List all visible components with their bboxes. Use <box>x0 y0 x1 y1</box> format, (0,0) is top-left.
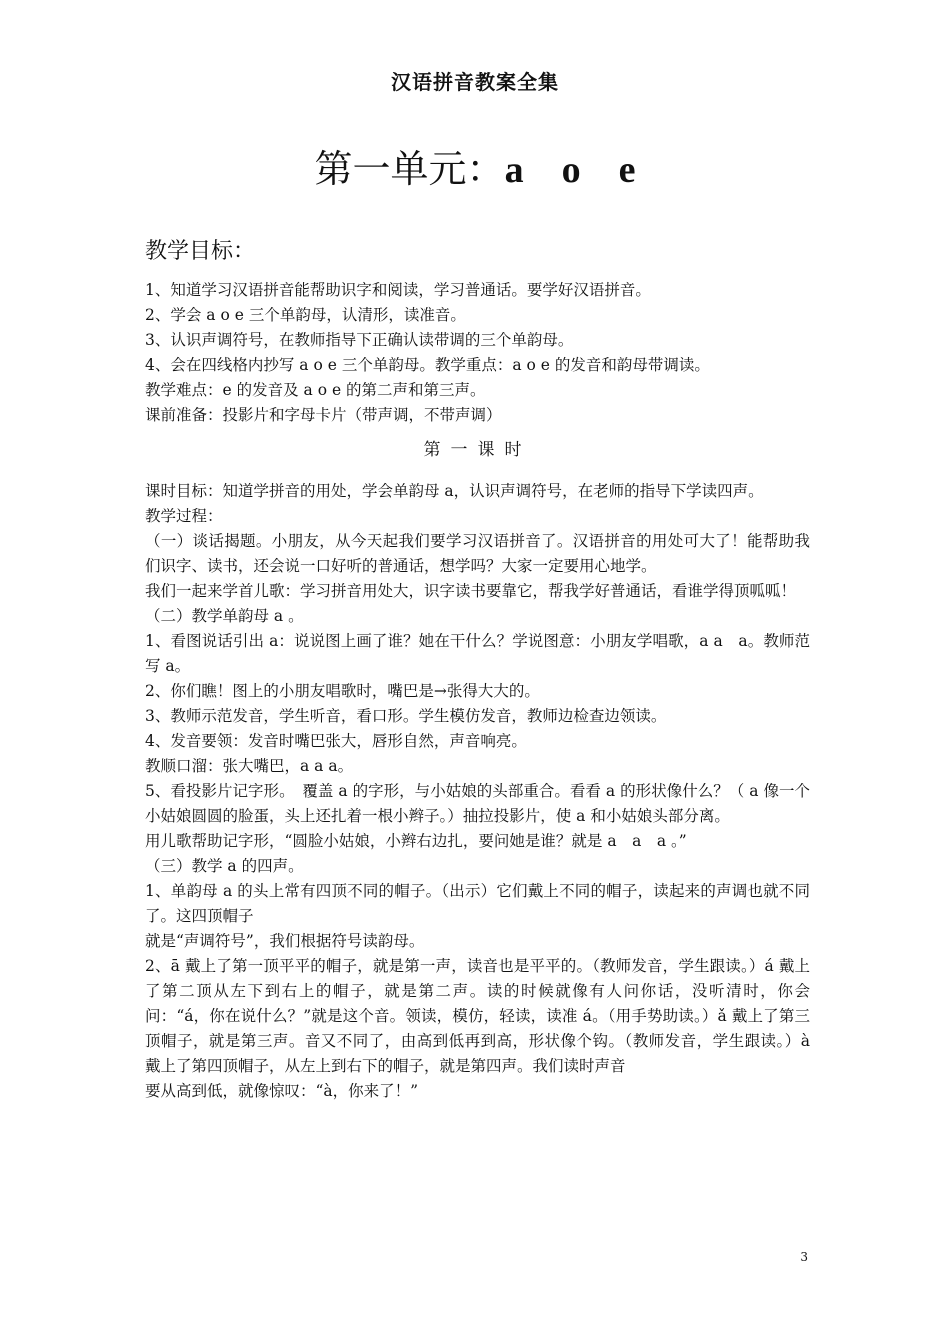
body-paragraph: 就是“声调符号”，我们根据符号读韵母。 <box>145 932 425 950</box>
body-paragraph: （一）谈话揭题。小朋友，从今天起我们要学习汉语拼音了。汉语拼音的用处可大了！能帮助我们识字、读书，还会说一口好听的普通话，想学吗？大家一定要用心地学。 <box>145 532 810 575</box>
body-paragraph: 1、单韵母 a 的头上常有四顶不同的帽子。（出示）它们戴上不同的帽子，读起来的声调也就不同了。这四顶帽子 <box>145 882 810 925</box>
goal-item: 2、学会 a o e 三个单韵母，认清形，读准音。 <box>145 306 466 324</box>
body-paragraph: （二）教学单韵母 a 。 <box>145 607 304 625</box>
body-paragraph: 5、看投影片记字形。 覆盖 a 的字形，与小姑娘的头部重合。看看 a 的形状像什么？（ a 像一个小姑娘圆圆的脸蛋，头上还扎着一根小辫子。）抽拉投影片，使 a 和小姑娘头部分离。 <box>145 782 810 825</box>
page-number: 3 <box>800 1250 808 1264</box>
goal-item: 1、知道学习汉语拼音能帮助识字和阅读，学习普通话。要学好汉语拼音。 <box>145 281 651 299</box>
document-body <box>145 278 810 1104</box>
teaching-goals-heading: 教学目标： <box>145 239 256 264</box>
document-title: 汉语拼音教案全集 <box>391 70 559 94</box>
body-paragraph: 2、ā 戴上了第一顶平平的帽子，就是第一声，读音也是平平的。（教师发音，学生跟读。）á 戴上了第二顶从左下到右上的帽子，就是第二声。读的时候就像有人问你话，没听清时，你会问：“á，你在说什么？”就是这个音。领读，模仿，轻读，读准 á。（用手势助读。）ǎ 戴上了第三顶帽子，就是第三声。音又不同了，由高到低再到高，形状像个钩。（教师发音，学生跟读。）à 戴上了第四顶帽子，从左上到右下的帽子，就是第四声。我们读时声音 <box>145 957 810 1075</box>
body-paragraph: 教顺口溜：张大嘴巴，a a a。 <box>145 757 354 775</box>
goal-item: 课前准备：投影片和字母卡片（带声调，不带声调） <box>145 406 502 424</box>
body-paragraph: 课时目标：知道学拼音的用处，学会单韵母 a，认识声调符号，在老师的指导下学读四声。 <box>145 482 764 500</box>
body-paragraph: 要从高到低，就像惊叹：“à，你来了！” <box>145 1082 419 1100</box>
body-paragraph: 用儿歌帮助记字形，“圆脸小姑娘，小辫右边扎，要问她是谁？就是 a a a 。” <box>145 832 687 850</box>
goal-item: 教学难点：e 的发音及 a o e 的第二声和第三声。 <box>145 381 486 399</box>
lesson-heading: 第一课时 <box>423 440 532 460</box>
body-paragraph: 教学过程： <box>145 507 223 525</box>
body-paragraph: 3、教师示范发音，学生听音，看口形。学生模仿发音，教师边检查边领读。 <box>145 707 667 725</box>
goal-item: 4、会在四线格内抄写 a o e 三个单韵母。教学重点：a o e 的发音和韵母带调读。 <box>145 356 710 374</box>
unit-title-prefix: 第一单元： <box>314 147 505 191</box>
body-paragraph: 1、看图说话引出 a：说说图上画了谁？她在干什么？学说图意：小朋友学唱歌，a a a。教师范写 a。 <box>145 632 810 675</box>
unit-title-letters: a o e <box>504 149 636 191</box>
body-paragraph: 2、你们瞧！图上的小朋友唱歌时，嘴巴是→张得大大的。 <box>145 682 540 700</box>
goal-item: 3、认识声调符号，在教师指导下正确认读带调的三个单韵母。 <box>145 331 574 349</box>
body-paragraph: 4、发音要领：发音时嘴巴张大，唇形自然，声音响亮。 <box>145 732 527 750</box>
unit-title <box>0 138 950 193</box>
body-paragraph: 我们一起来学首儿歌：学习拼音用处大，识字读书要靠它，帮我学好普通话，看谁学得顶呱呱！ <box>145 582 797 600</box>
body-paragraph: （三）教学 a 的四声。 <box>145 857 304 875</box>
